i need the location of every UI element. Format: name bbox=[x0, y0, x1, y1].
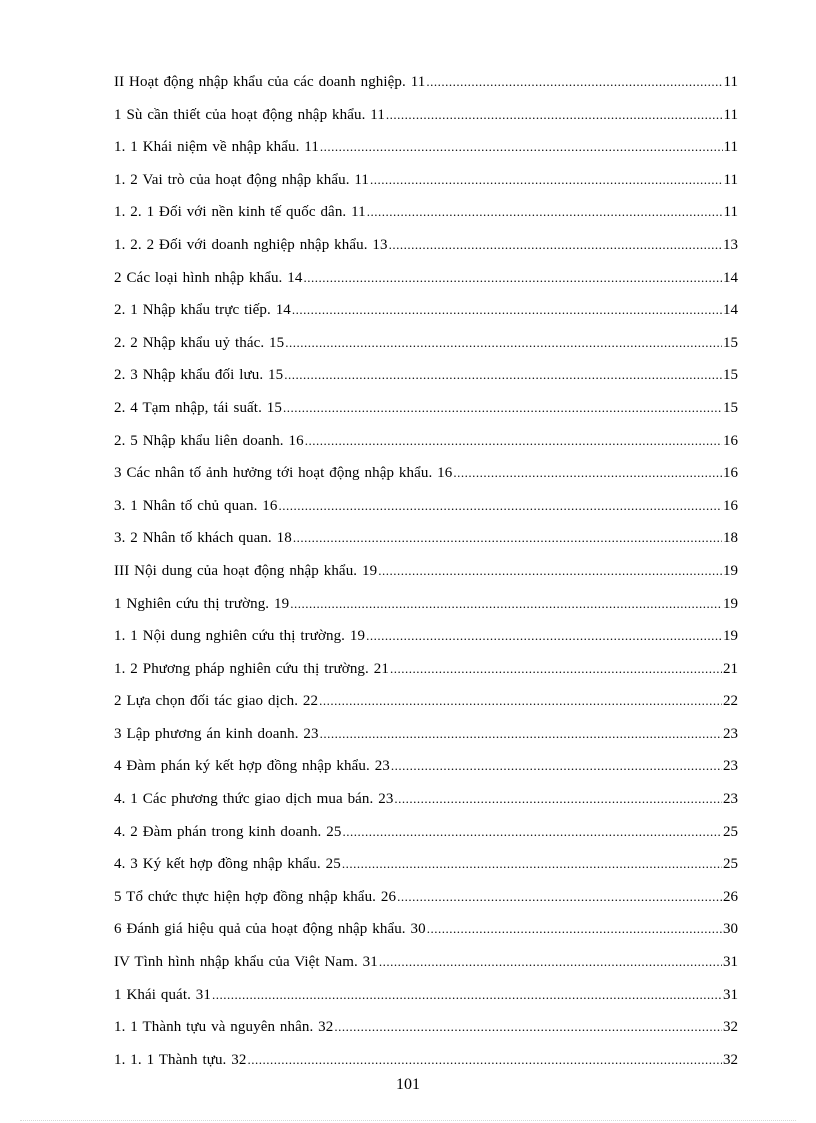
toc-entry-title: 2 Lựa chọn đối tác giao dịch. 22 bbox=[114, 693, 319, 710]
dot-leader bbox=[293, 522, 722, 555]
dot-leader bbox=[247, 1044, 722, 1077]
dot-leader bbox=[397, 881, 722, 914]
toc-entry[interactable] bbox=[114, 327, 738, 360]
toc-entry[interactable] bbox=[114, 750, 738, 783]
toc-entry-title: 1. 2. 2 Đối với doanh nghiệp nhập khẩu. 13 bbox=[114, 236, 388, 253]
toc-entry-page: 15 bbox=[723, 399, 738, 416]
toc-entry-page: 19 bbox=[723, 628, 738, 645]
toc-entry-title: 4. 1 Các phương thức giao dịch mua bán. 23 bbox=[114, 791, 394, 808]
dot-leader bbox=[305, 425, 722, 458]
dot-leader bbox=[320, 131, 723, 164]
dot-leader bbox=[427, 913, 722, 946]
toc-entry[interactable] bbox=[114, 620, 738, 653]
toc-entry[interactable] bbox=[114, 588, 738, 621]
dot-leader bbox=[320, 718, 722, 751]
toc-entry-title: 2. 2 Nhập khẩu uỷ thác. 15 bbox=[114, 334, 285, 351]
dot-leader bbox=[283, 392, 722, 425]
dot-leader bbox=[366, 620, 722, 653]
toc-entry[interactable] bbox=[114, 1044, 738, 1077]
toc-entry-page: 11 bbox=[723, 74, 738, 90]
toc-entry-title: 2. 4 Tạm nhập, tái suất. 15 bbox=[114, 399, 282, 416]
toc-entry-title: 1. 2 Phương pháp nghiên cứu thị trường. 21 bbox=[114, 660, 389, 677]
dot-leader bbox=[278, 490, 722, 523]
dot-leader bbox=[303, 262, 722, 295]
dot-leader bbox=[212, 979, 722, 1012]
toc-entry[interactable] bbox=[114, 99, 738, 132]
toc-entry-page: 23 bbox=[723, 725, 738, 742]
toc-entry-page: 11 bbox=[723, 204, 738, 221]
dot-leader bbox=[367, 196, 723, 229]
toc-entry-title: 2. 1 Nhập khẩu trực tiếp. 14 bbox=[114, 302, 291, 319]
toc-entry[interactable] bbox=[114, 131, 738, 164]
toc-entry-title: 1. 2 Vai trò của hoạt động nhập khẩu. 11 bbox=[114, 171, 370, 188]
table-of-contents bbox=[114, 66, 738, 1076]
toc-entry[interactable] bbox=[114, 522, 738, 555]
toc-entry-title: 6 Đánh giá hiệu quả của hoạt động nhập khẩu. 30 bbox=[114, 921, 426, 938]
page-edge-divider bbox=[20, 1120, 796, 1121]
toc-entry[interactable] bbox=[114, 979, 738, 1012]
toc-entry[interactable] bbox=[114, 66, 738, 99]
toc-entry[interactable] bbox=[114, 848, 738, 881]
toc-entry-title: 2 Các loại hình nhập khẩu. 14 bbox=[114, 269, 303, 286]
dot-leader bbox=[426, 66, 722, 99]
dot-leader bbox=[342, 816, 722, 849]
toc-entry[interactable] bbox=[114, 653, 738, 686]
dot-leader bbox=[285, 327, 722, 360]
toc-entry-page: 31 bbox=[723, 986, 738, 1003]
toc-entry[interactable] bbox=[114, 555, 738, 588]
toc-entry[interactable] bbox=[114, 946, 738, 979]
toc-entry-title: 1. 1 Nội dung nghiên cứu thị trường. 19 bbox=[114, 628, 366, 645]
toc-entry-page: 11 bbox=[723, 106, 738, 123]
toc-entry-page: 16 bbox=[723, 497, 738, 514]
dot-leader bbox=[391, 750, 722, 783]
toc-entry-title: 1 Nghiên cứu thị trường. 19 bbox=[114, 595, 290, 612]
dot-leader bbox=[378, 555, 722, 588]
dot-leader bbox=[292, 294, 722, 327]
toc-entry-page: 13 bbox=[723, 236, 738, 253]
toc-entry-page: 31 bbox=[723, 954, 738, 971]
toc-entry[interactable] bbox=[114, 359, 738, 392]
dot-leader bbox=[284, 359, 722, 392]
toc-entry-page: 15 bbox=[723, 367, 738, 384]
dot-leader bbox=[319, 685, 722, 718]
dot-leader bbox=[386, 99, 723, 132]
toc-entry[interactable] bbox=[114, 425, 738, 458]
page-number: 101 bbox=[396, 1076, 420, 1093]
toc-entry-title: III Nội dung của hoạt động nhập khẩu. 19 bbox=[114, 562, 378, 579]
dot-leader bbox=[379, 946, 722, 979]
toc-entry-page: 14 bbox=[723, 302, 738, 319]
dot-leader bbox=[290, 588, 722, 621]
toc-entry-page: 23 bbox=[723, 791, 738, 808]
toc-entry-title: 5 Tổ chức thực hiện hợp đồng nhập khẩu. 26 bbox=[114, 888, 397, 905]
toc-entry-title: II Hoạt động nhập khẩu của các doanh nghiệp. 11 bbox=[114, 74, 426, 90]
toc-entry-page: 32 bbox=[723, 1019, 738, 1036]
toc-entry-page: 19 bbox=[723, 562, 738, 579]
toc-entry[interactable] bbox=[114, 881, 738, 914]
dot-leader bbox=[389, 229, 722, 262]
toc-entry-title: 3. 1 Nhân tố chủ quan. 16 bbox=[114, 497, 278, 514]
toc-entry[interactable] bbox=[114, 783, 738, 816]
toc-entry-title: 3 Lập phương án kinh doanh. 23 bbox=[114, 725, 319, 742]
toc-entry[interactable] bbox=[114, 262, 738, 295]
toc-entry-title: 1 Sù cần thiết của hoạt động nhập khẩu. 11 bbox=[114, 106, 385, 123]
toc-entry[interactable] bbox=[114, 490, 738, 523]
toc-entry-page: 30 bbox=[723, 921, 738, 938]
toc-entry[interactable] bbox=[114, 164, 738, 197]
dot-leader bbox=[453, 457, 722, 490]
toc-entry-title: IV Tình hình nhập khẩu của Việt Nam. 31 bbox=[114, 954, 378, 971]
toc-entry-page: 26 bbox=[723, 888, 738, 905]
toc-entry-title: 1 Khái quát. 31 bbox=[114, 986, 211, 1003]
toc-entry-title: 1. 1 Thành tựu và nguyên nhân. 32 bbox=[114, 1019, 334, 1036]
toc-entry-page: 11 bbox=[723, 139, 738, 156]
toc-entry[interactable] bbox=[114, 457, 738, 490]
dot-leader bbox=[334, 1011, 722, 1044]
dot-leader bbox=[370, 164, 723, 197]
toc-entry-title: 4. 3 Ký kết hợp đồng nhập khẩu. 25 bbox=[114, 856, 341, 873]
toc-entry-title: 4. 2 Đàm phán trong kinh doanh. 25 bbox=[114, 823, 342, 840]
toc-entry-title: 3 Các nhân tố ảnh hưởng tới hoạt động nhập khẩu. 16 bbox=[114, 465, 453, 482]
toc-entry[interactable] bbox=[114, 816, 738, 849]
toc-entry-page: 15 bbox=[723, 334, 738, 351]
toc-entry-page: 25 bbox=[723, 823, 738, 840]
toc-entry-page: 16 bbox=[723, 465, 738, 482]
toc-entry-page: 32 bbox=[723, 1051, 738, 1068]
toc-entry-page: 22 bbox=[723, 693, 738, 710]
toc-entry-page: 25 bbox=[723, 856, 738, 873]
dot-leader bbox=[394, 783, 722, 816]
toc-entry[interactable] bbox=[114, 294, 738, 327]
toc-entry[interactable] bbox=[114, 229, 738, 262]
toc-entry[interactable] bbox=[114, 392, 738, 425]
toc-entry[interactable] bbox=[114, 1011, 738, 1044]
toc-entry-page: 19 bbox=[723, 595, 738, 612]
toc-entry-page: 14 bbox=[723, 269, 738, 286]
dot-leader bbox=[390, 653, 722, 686]
toc-entry-title: 3. 2 Nhân tố khách quan. 18 bbox=[114, 530, 292, 547]
toc-entry[interactable] bbox=[114, 196, 738, 229]
dot-leader bbox=[342, 848, 722, 881]
toc-entry-page: 11 bbox=[723, 171, 738, 188]
toc-entry-title: 1. 1 Khái niệm về nhập khẩu. 11 bbox=[114, 139, 319, 156]
toc-entry-page: 18 bbox=[723, 530, 738, 547]
toc-entry-page: 23 bbox=[723, 758, 738, 775]
toc-entry-title: 2. 5 Nhập khẩu liên doanh. 16 bbox=[114, 432, 304, 449]
toc-entry-page: 16 bbox=[723, 432, 738, 449]
toc-entry-title: 1. 1. 1 Thành tựu. 32 bbox=[114, 1051, 247, 1068]
toc-entry[interactable] bbox=[114, 718, 738, 751]
toc-entry-page: 21 bbox=[723, 660, 738, 677]
toc-entry-title: 4 Đàm phán ký kết hợp đồng nhập khẩu. 23 bbox=[114, 758, 390, 775]
toc-entry-title: 2. 3 Nhập khẩu đối lưu. 15 bbox=[114, 367, 284, 384]
toc-entry-title: 1. 2. 1 Đối với nền kinh tế quốc dân. 11 bbox=[114, 204, 366, 221]
toc-entry[interactable] bbox=[114, 685, 738, 718]
toc-entry[interactable] bbox=[114, 913, 738, 946]
